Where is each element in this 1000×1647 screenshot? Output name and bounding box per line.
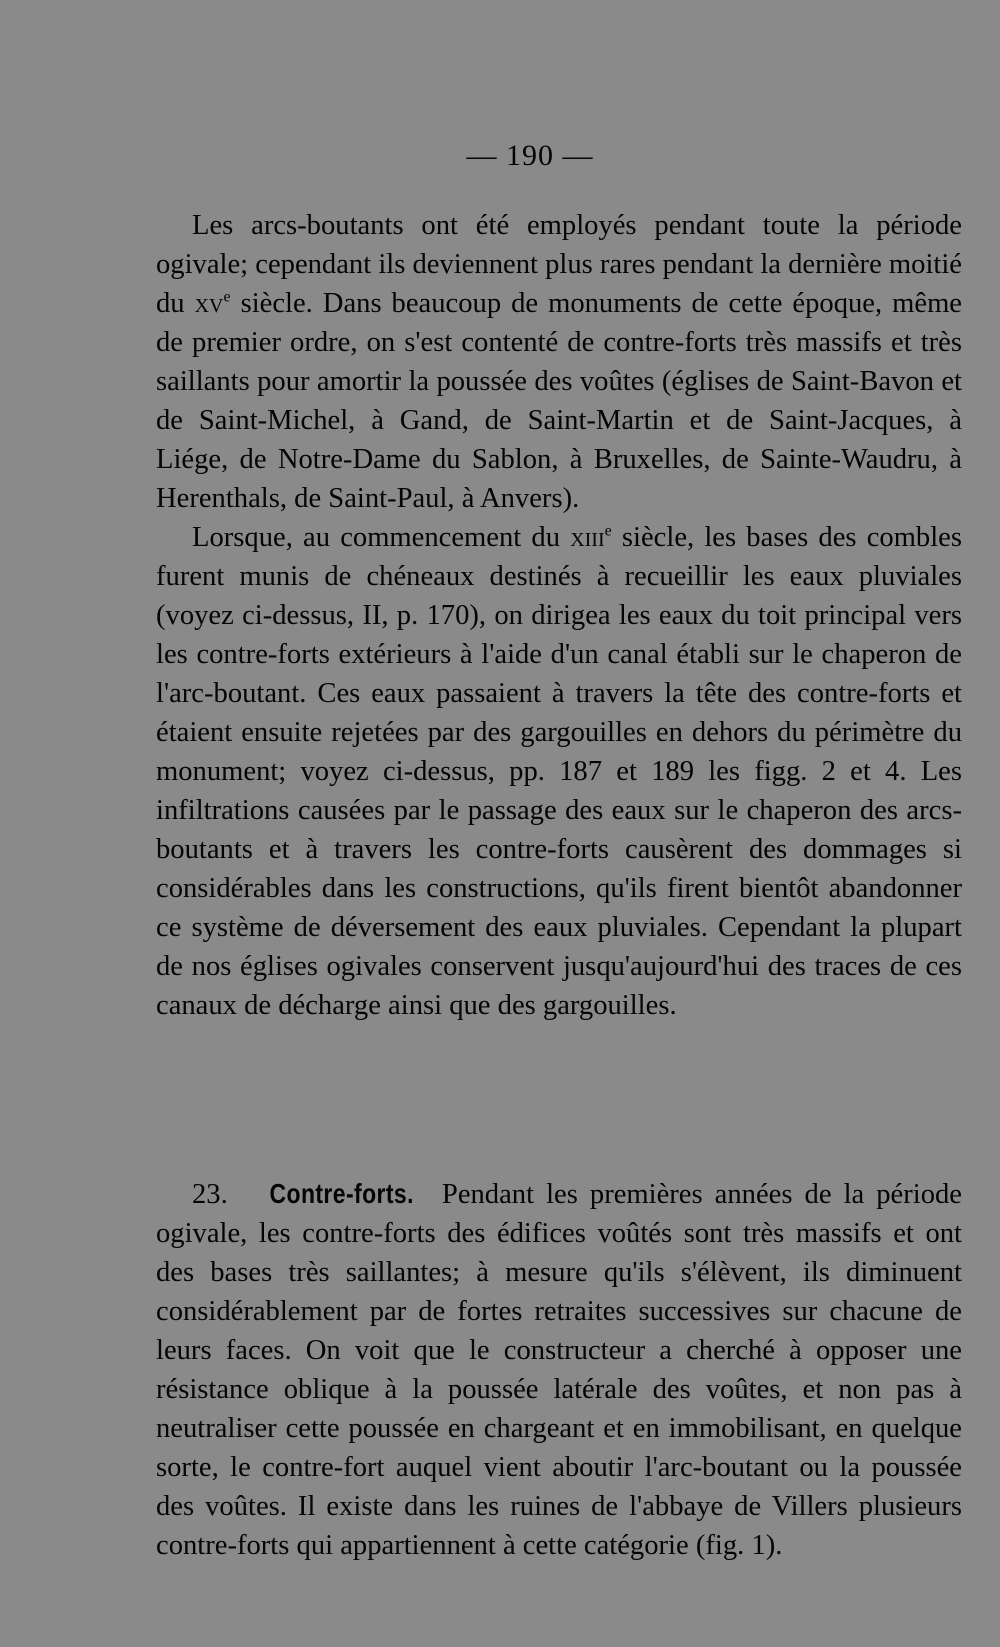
paragraph-text: siècle. Dans beaucoup de monuments de cette époque, même de premier ordre, on s'est contenté de contre-forts très massifs et très saillants pour amortir la poussée des voûtes (églises de Saint-Bavon et de Saint-Michel, à Gand, de Saint-Martin et de Saint-Jacques, à Liége, de Notre-Dame du Sablon, à Bruxelles, de Sainte-Waudru, à Herenthals, de Saint-Paul, à Anvers). — [156, 288, 962, 514]
paragraph-text: Les arcs-boutants ont été employés pendant toute la période ogivale; cependant ils deviennent plus rares pendant la dernière moitié du — [156, 210, 962, 319]
paragraph-cheneaux — [156, 518, 962, 1025]
century-numeral: xiii — [570, 522, 605, 553]
paragraph-contre-forts — [156, 1174, 962, 1565]
century-superscript: e — [604, 522, 612, 540]
century-superscript: e — [223, 288, 231, 306]
paragraph-text: siècle, les bases des combles furent munis de chéneaux destinés à recueillir les eaux pluviales (voyez ci-dessus, II, p. 170), on dirigea les eaux du toit principal vers les contre-forts extérieurs à l'aide d'un canal établi sur le chaperon de l'arc-boutant. Ces eaux passaient à travers la tête des contre-forts et étaient ensuite rejetées par des gargouilles en dehors du périmètre du monument; voyez ci-dessus, pp. 187 et 189 les figg. 2 et 4. Les infiltrations causées par le passage des eaux sur le chaperon des arcs-boutants et à travers les contre-forts causèrent des dommages si considérables dans les constructions, qu'ils firent bientôt abandonner ce système de déversement des eaux pluviales. Cependant la plupart de nos églises ogivales conservent jusqu'aujourd'hui des traces de ces canaux de décharge ainsi que des gargouilles. — [156, 522, 962, 1021]
paragraph-text: Lorsque, au commencement du — [192, 522, 571, 553]
text-block-section-23 — [156, 1174, 962, 1565]
text-block-upper — [156, 206, 962, 1025]
paragraph-arcs-boutants — [156, 206, 962, 518]
section-heading: Contre-forts. — [269, 1178, 414, 1209]
paragraph-text: Pendant les premières années de la période ogivale, les contre-forts des édifices voûtés sont très massifs et ont des bases très saillantes; à mesure qu'ils s'élèvent, ils diminuent considérablement par de fortes retraites successives sur chacune de leurs faces. On voit que le constructeur a cherché à opposer une résistance oblique à la poussée latérale des voûtes, et non pas à neutraliser cette poussée en chargeant et en immobilisant, en quelque sorte, le contre-fort auquel vient aboutir l'arc-boutant ou la poussée des voûtes. Il existe dans les ruines de l'abbaye de Villers plusieurs contre-forts qui appartiennent à cette catégorie (fig. 1). — [156, 1179, 962, 1561]
section-number: 23. — [192, 1179, 228, 1210]
page-number: — 190 — — [466, 139, 594, 172]
century-numeral: xv — [194, 288, 224, 319]
